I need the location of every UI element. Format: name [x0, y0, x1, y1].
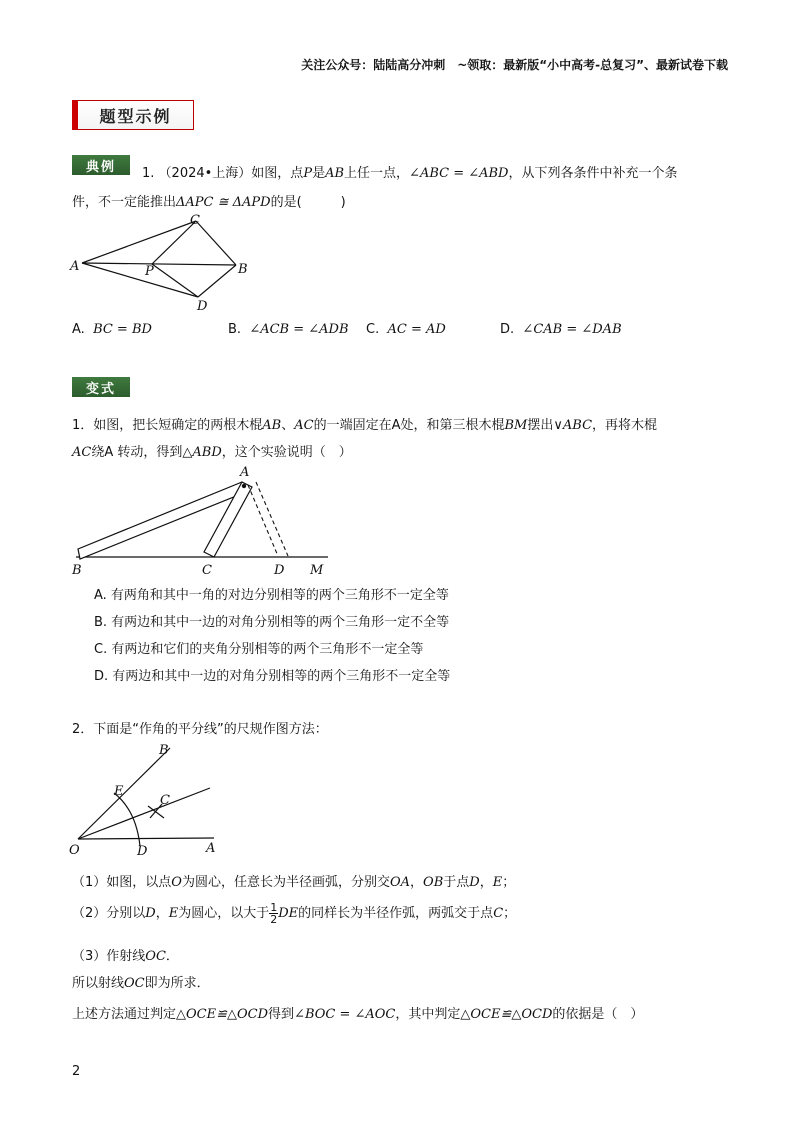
- label-P: P: [145, 264, 154, 279]
- option-d[interactable]: [500, 322, 622, 337]
- math-triangle-ABC: ∨ABC: [553, 418, 593, 433]
- text-fragment: 的同样长为半径作弧，两弧交于点: [298, 906, 494, 921]
- example-figure: [66, 212, 266, 316]
- choice-b[interactable]: B. 有两边和其中一边的对角分别相等的两个三角形一定不全等: [94, 615, 450, 630]
- final-question: [72, 1003, 643, 1022]
- variant-tag: 变式: [72, 377, 130, 397]
- label-C: C: [160, 793, 170, 808]
- option-c[interactable]: [366, 322, 446, 337]
- variant-q1-line2: [72, 441, 352, 460]
- text-fragment: ，这个实验说明（ ）: [221, 445, 352, 460]
- option-letter: D.: [500, 322, 515, 337]
- variant-q2-intro: 2．下面是“作角的平分线”的尺规作图方法：: [72, 722, 328, 737]
- math-E: E: [492, 875, 503, 890]
- choice-d[interactable]: D. 有两边和其中一边的对角分别相等的两个三角形不一定全等: [94, 669, 451, 684]
- label-B: B: [159, 743, 169, 758]
- text-fragment: ，: [479, 875, 493, 890]
- page-number: 2: [72, 1064, 81, 1079]
- option-expr: ∠CAB = ∠DAB: [522, 322, 622, 337]
- label-D: D: [197, 299, 208, 314]
- label-O: O: [69, 843, 80, 858]
- text-fragment: ；: [502, 875, 516, 890]
- text-fragment: （2024•上海）如图，点: [158, 166, 304, 181]
- step-3: [72, 945, 179, 964]
- math-D: D: [469, 875, 480, 890]
- text-fragment: 得到: [268, 1007, 295, 1022]
- math-P: P: [303, 166, 313, 181]
- math-AB: AB: [325, 166, 345, 181]
- question-number: 1.: [142, 166, 155, 181]
- text-fragment: 的一端固定在A处，和第三根木棍: [313, 418, 505, 433]
- text-fragment: 于点: [443, 875, 470, 890]
- label-C: C: [190, 213, 200, 228]
- math-C: C: [493, 906, 504, 921]
- label-E: E: [114, 784, 124, 799]
- label-B: B: [238, 262, 248, 277]
- sticks-figure: [66, 464, 346, 582]
- option-expr: ∠ACB = ∠ADB: [249, 322, 349, 337]
- example-question-line1: [142, 162, 678, 181]
- text-fragment: ．: [165, 949, 179, 964]
- text-fragment: 的是: [270, 195, 297, 210]
- option-letter: A.: [72, 322, 85, 337]
- text-fragment: ，从下列各条件中补充一个条: [508, 166, 678, 181]
- text-fragment: （3）作射线: [72, 949, 146, 964]
- angle-bisector-figure: [66, 738, 236, 862]
- math-triangle-ABD: △ABD: [182, 445, 222, 460]
- example-question-line2: [72, 191, 346, 210]
- step-2: [72, 902, 516, 925]
- text-fragment: ，再将木棍: [592, 418, 658, 433]
- text-fragment: 1．如图，把长短确定的两根木棍: [72, 418, 263, 433]
- text-fragment: 上任一点，: [344, 166, 410, 181]
- step-1: [72, 871, 515, 890]
- math-O: O: [171, 875, 182, 890]
- option-letter: C.: [366, 322, 380, 337]
- example-tag: 典例: [72, 155, 130, 175]
- section-banner: 题型示例: [72, 100, 194, 130]
- math-angle-eq: ∠ABC = ∠ABD: [409, 166, 509, 181]
- math-angle-eq: ∠BOC = ∠AOC: [294, 1007, 396, 1022]
- pivot-point: [242, 484, 246, 488]
- page-header: 关注公众号：陆陆高分冲刺 ~领取：最新版“小中高考-总复习”、最新试卷下载: [301, 58, 728, 72]
- text-fragment: 所以射线: [72, 976, 125, 991]
- math-AC: AC: [72, 445, 92, 460]
- math-BM: BM: [504, 418, 528, 433]
- math-congruence: △OCE≌△OCD: [176, 1007, 269, 1022]
- fraction-numerator: 1: [270, 901, 278, 914]
- conclusion: [72, 972, 210, 991]
- text-fragment: ；: [503, 906, 517, 921]
- option-a[interactable]: [72, 322, 152, 337]
- label-M: M: [310, 563, 324, 578]
- label-A: A: [206, 841, 216, 856]
- text-fragment: 件，不一定能推出: [72, 195, 177, 210]
- choice-c[interactable]: C. 有两边和它们的夹角分别相等的两个三角形不一定全等: [94, 642, 424, 657]
- label-B: B: [72, 563, 82, 578]
- text-fragment: 摆出: [527, 418, 554, 433]
- option-b[interactable]: [228, 322, 349, 337]
- text-fragment: （2）分别以: [72, 906, 146, 921]
- math-congruence: ΔAPC ≅ ΔAPD: [176, 195, 271, 210]
- math-E: E: [168, 906, 179, 921]
- text-fragment: ，其中判定: [395, 1007, 461, 1022]
- label-D: D: [274, 563, 285, 578]
- variant-q1-line1: [72, 414, 657, 433]
- math-AC: AC: [294, 418, 314, 433]
- math-DE: DE: [278, 906, 299, 921]
- label-A: A: [240, 465, 250, 480]
- text-fragment: ，: [410, 875, 424, 890]
- answer-blank: ( ): [296, 195, 346, 210]
- option-letter: B.: [228, 322, 242, 337]
- text-fragment: ，: [155, 906, 169, 921]
- math-D: D: [145, 906, 156, 921]
- math-OC: OC: [124, 976, 145, 991]
- fraction-denominator: 2: [270, 913, 278, 926]
- math-OC: OC: [145, 949, 166, 964]
- math-congruence: △OCE≌△OCD: [460, 1007, 553, 1022]
- fraction-one-half: [269, 902, 278, 925]
- math-OB: OB: [423, 875, 444, 890]
- label-D: D: [137, 844, 148, 859]
- text-fragment: 即为所求．: [144, 976, 210, 991]
- math-AB: AB: [262, 418, 282, 433]
- option-expr: BC = BD: [93, 322, 152, 337]
- text-fragment: 是: [312, 166, 326, 181]
- math-OA: OA: [389, 875, 411, 890]
- text-fragment: 为圆心，任意长为半径画弧，分别交: [181, 875, 390, 890]
- text-fragment: （1）如图，以点: [72, 875, 172, 890]
- text-fragment: 绕A 转动，得到: [91, 445, 183, 460]
- text-fragment: 为圆心，以大于: [178, 906, 270, 921]
- choice-a[interactable]: A. 有两角和其中一角的对边分别相等的两个三角形不一定全等: [94, 588, 449, 603]
- option-expr: AC = AD: [387, 322, 446, 337]
- text-fragment: 的依据是（ ）: [552, 1007, 644, 1022]
- text-fragment: 上述方法通过判定: [72, 1007, 177, 1022]
- text-fragment: 、: [281, 418, 295, 433]
- label-C: C: [202, 563, 212, 578]
- label-A: A: [70, 259, 80, 274]
